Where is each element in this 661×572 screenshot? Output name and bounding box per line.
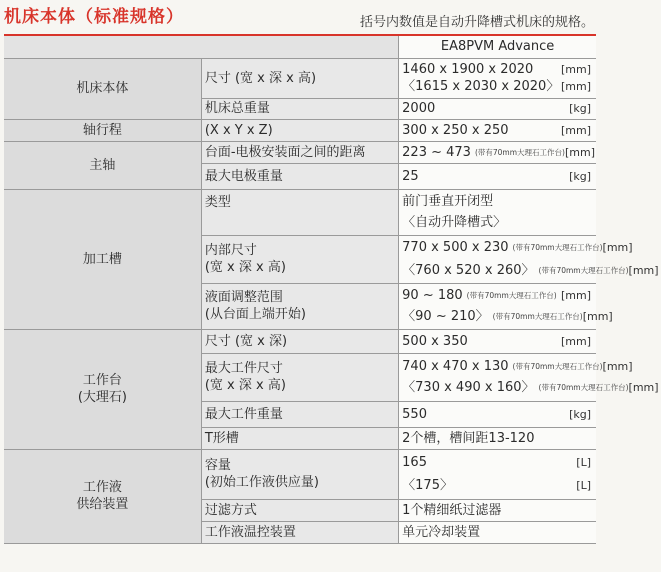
table-row: [4, 189, 596, 235]
item-fluid-capacity: 容量 (初始工作液供应量): [201, 449, 398, 499]
item-machine-size: 尺寸 (宽 x 深 x 高): [201, 58, 398, 98]
item-machine-weight: 机床总重量: [201, 98, 398, 119]
value-tank-type: 前门垂直开闭型 〈自动升降槽式〉: [399, 189, 596, 235]
table-row: [4, 329, 596, 353]
item-max-electrode-weight: 最大电极重量: [201, 163, 398, 189]
item-axis-travel: (X x Y x Z): [201, 119, 398, 141]
item-tank-type: 类型: [201, 189, 398, 235]
value-max-electrode-weight: 25 [kg]: [399, 163, 596, 189]
item-max-workpiece-weight: 最大工件重量: [201, 401, 398, 427]
table-row: [4, 119, 596, 141]
table-row: [4, 58, 596, 98]
value-axis-travel: 300 x 250 x 250 [mm]: [399, 119, 596, 141]
value-max-workpiece-weight: 550 [kg]: [399, 401, 596, 427]
value-fluid-capacity: 165 [L] 〈175〉 [L]: [399, 449, 596, 499]
value-table-size: 500 x 350 [mm]: [399, 329, 596, 353]
item-fluid-temperature-control: 工作液温控装置: [201, 521, 398, 543]
category-spindle: 主轴: [4, 141, 201, 189]
page-title: 机床本体（标准规格）: [4, 7, 184, 27]
model-name: EA8PVM Advance: [399, 36, 596, 58]
table-row: [4, 449, 596, 499]
category-work-tank: 加工槽: [4, 189, 201, 329]
value-t-slot: 2个槽，槽间距13-120: [399, 427, 596, 449]
value-tank-inner-size: 770 x 500 x 230 (带有70mm大理石工作台) [mm] 〈760 x 520 x 260〉 (带有70mm大理石工作台) [mm]: [399, 235, 596, 283]
item-tank-inner-size: 内部尺寸 (宽 x 深 x 高): [201, 235, 398, 283]
item-table-electrode-distance: 台面-电极安装面之间的距离: [201, 141, 398, 163]
model-header-row: [4, 36, 596, 58]
item-table-size: 尺寸 (宽 x 深): [201, 329, 398, 353]
category-fluid-supply: 工作液 供给装置: [4, 449, 201, 543]
category-machine-body: 机床本体: [4, 58, 201, 119]
value-table-electrode-distance: 223 ~ 473 (带有70mm大理石工作台) [mm]: [399, 141, 596, 163]
bracket-note: 括号内数值是自动升降槽式机床的规格。: [359, 15, 594, 30]
value-fluid-temperature-control: 单元冷却装置: [399, 521, 596, 543]
item-filter-method: 过滤方式: [201, 499, 398, 521]
item-max-workpiece-size: 最大工件尺寸 (宽 x 深 x 高): [201, 353, 398, 401]
spec-table: [4, 36, 659, 544]
category-axis-travel: 轴行程: [4, 119, 201, 141]
value-machine-size: 1460 x 1900 x 2020 [mm] 〈1615 x 2030 x 2020〉 [mm]: [399, 58, 596, 98]
category-work-table: 工作台 (大理石): [4, 329, 201, 449]
value-machine-weight: 2000 [kg]: [399, 98, 596, 119]
value-max-workpiece-size: 740 x 470 x 130 (带有70mm大理石工作台) [mm] 〈730 x 490 x 160〉 (带有70mm大理石工作台) [mm]: [399, 353, 596, 401]
item-fluid-level-range: 液面调整范围 (从台面上端开始): [201, 283, 398, 329]
header-blank-cell: [4, 36, 399, 58]
table-row: [4, 141, 596, 163]
item-t-slot: T形槽: [201, 427, 398, 449]
value-fluid-level-range: 90 ~ 180 (带有70mm大理石工作台) [mm] 〈90 ~ 210〉 (带有70mm大理石工作台) [mm]: [399, 283, 596, 329]
value-filter-method: 1个精细纸过滤器: [399, 499, 596, 521]
